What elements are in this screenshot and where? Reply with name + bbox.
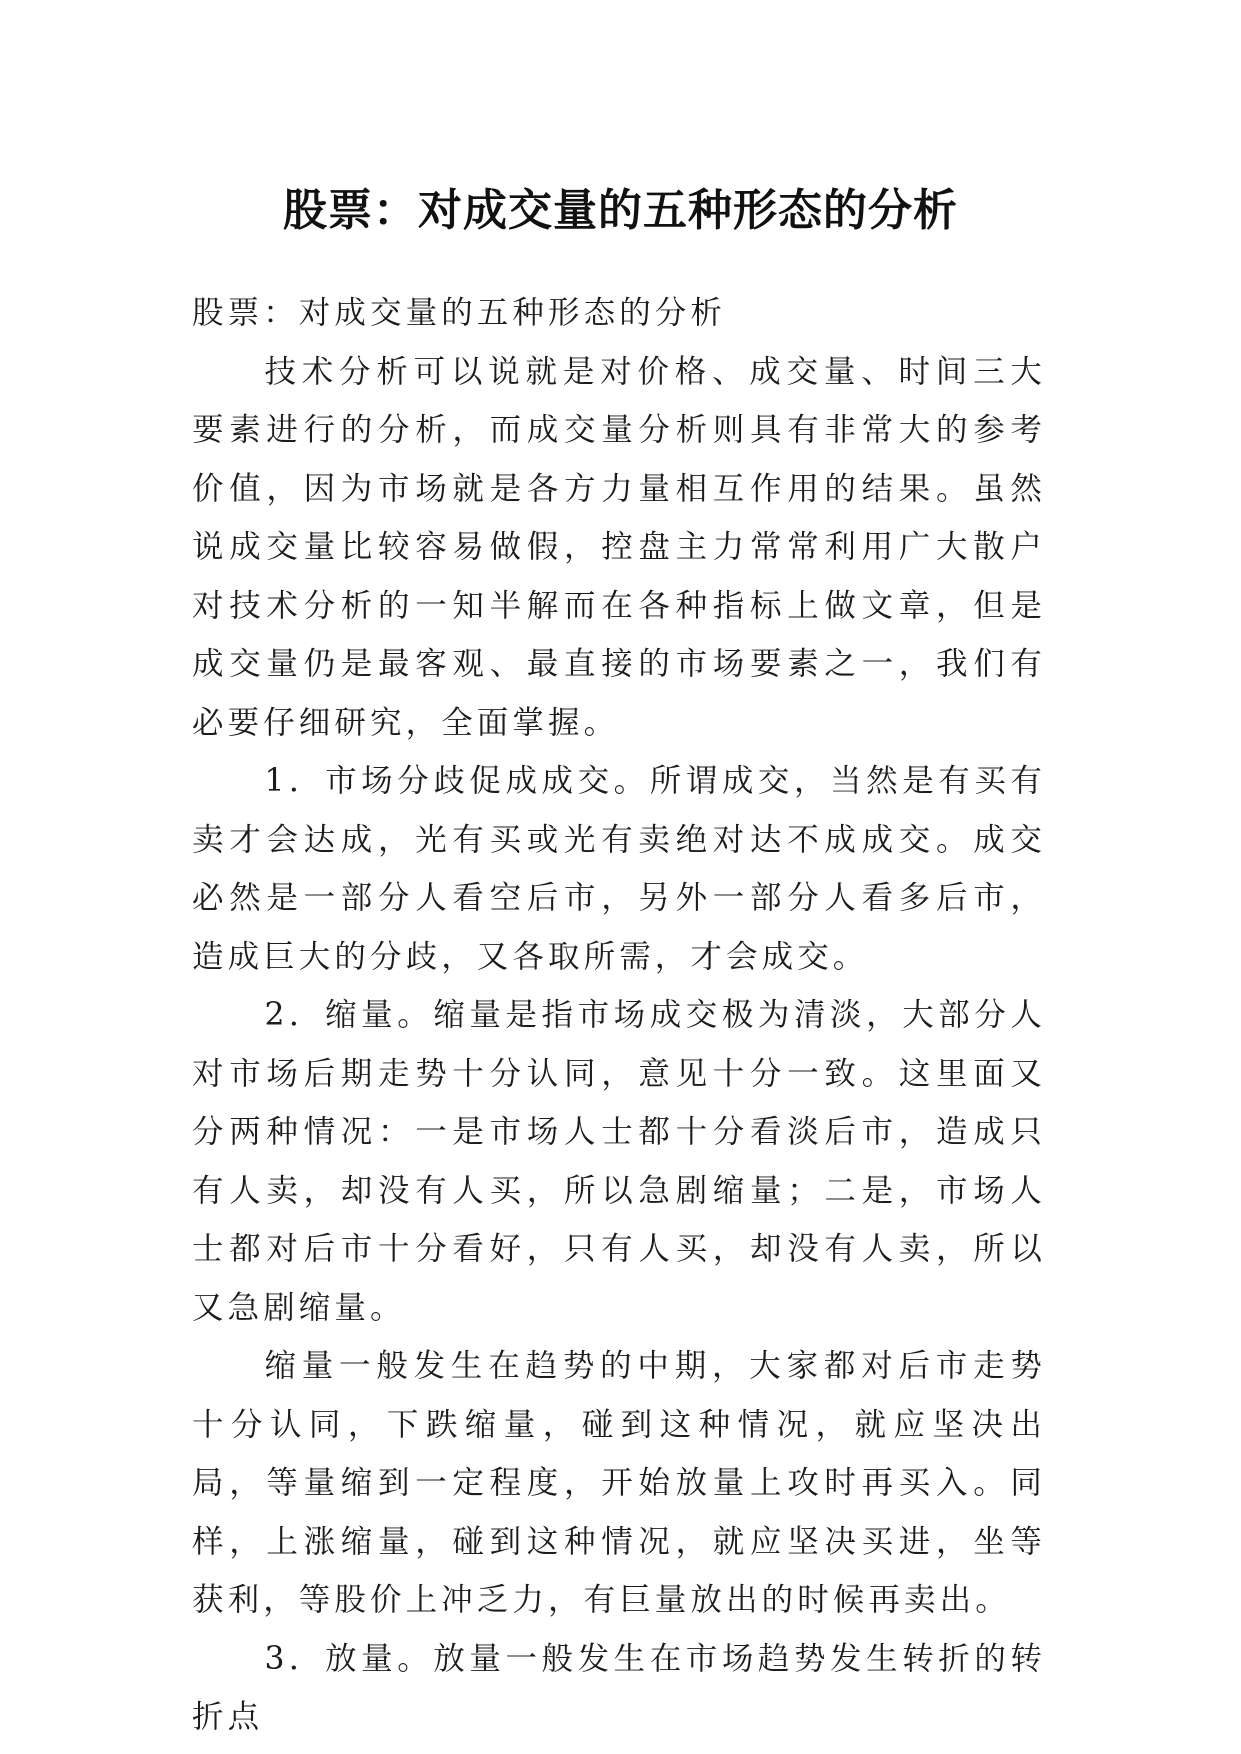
paragraph-heading-repeat: 股票：对成交量的五种形态的分析 <box>192 295 727 331</box>
paragraph-intro: 技术分析可以说就是对价格、成交量、时间三大要素进行的分析，而成交量分析则具有非常大的参考价值，因为市场就是各方力量相互作用的结果。虽然说成交量比较容易做假，控盘主力常常利用广大散户对技术分析的一知半解而在各种指标上做文章，但是成交量仍是最客观、最直接的市场要素之一，我们有必要仔细研究，全面掌握。 <box>192 353 1046 741</box>
paragraph-point-2: 2．缩量。缩量是指市场成交极为清淡，大部分人对市场后期走势十分认同，意见十分一致。这里面又分两种情况：一是市场人士都十分看淡后市，造成只有人卖，却没有人买，所以急剧缩量；二是，市场人士都对后市十分看好，只有人买，却没有人卖，所以又急剧缩量。 <box>192 997 1046 1326</box>
document-title: 股票：对成交量的五种形态的分析 <box>283 185 958 237</box>
paragraph-point-1: 1．市场分歧促成成交。所谓成交，当然是有买有卖才会达成，光有买或光有卖绝对达不成成交。成交必然是一部分人看空后市，另外一部分人看多后市，造成巨大的分歧，又各取所需，才会成交。 <box>192 763 1046 975</box>
paragraph-point-3: 3．放量。放量一般发生在市场趋势发生转折的转折点 <box>192 1640 1046 1735</box>
document-body <box>192 284 1046 1747</box>
paragraph-point-2-detail: 缩量一般发生在趋势的中期，大家都对后市走势十分认同，下跌缩量，碰到这种情况，就应坚决出局，等量缩到一定程度，开始放量上攻时再买入。同样，上涨缩量，碰到这种情况，就应坚决买进，坐等获利，等股价上冲乏力，有巨量放出的时候再卖出。 <box>192 1348 1046 1618</box>
